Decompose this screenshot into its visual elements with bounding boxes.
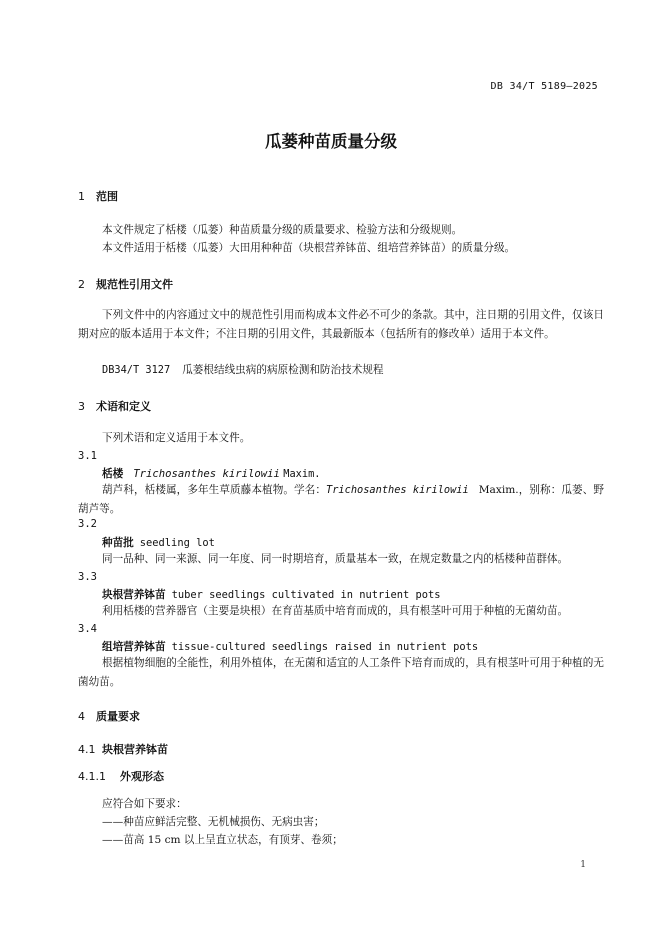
section-3-heading bbox=[78, 398, 151, 414]
paragraph: 下列文件中的内容通过文中的规范性引用而构成本文件必不可少的条款。其中，注日期的引用文件，仅该日期对应的版本适用于本文件；不注日期的引用文件，其最新版本（包括所有的修改单）适用于本文件。 bbox=[78, 309, 604, 340]
section-number: 4 bbox=[78, 710, 85, 723]
term-definition: 同一品种、同一来源、同一年度、同一时期培育，质量基本一致，在规定数量之内的栝楼种苗群体。 bbox=[102, 553, 569, 565]
reference-title: 瓜蒌根结线虫病的病原检测和防治技术规程 bbox=[182, 364, 384, 376]
term-latin-name: Trichosanthes kirilowii bbox=[133, 468, 280, 480]
term-author: Maxim. bbox=[283, 468, 321, 480]
term-english: tissue-cultured seedlings raised in nutrient pots bbox=[171, 641, 479, 653]
section-title: 质量要求 bbox=[96, 710, 140, 723]
page-number: 1 bbox=[580, 860, 586, 870]
page-title: 瓜蒌种苗质量分级 bbox=[265, 132, 397, 151]
term-english: seedling lot bbox=[139, 537, 215, 549]
term-definition bbox=[78, 481, 604, 519]
term-entry bbox=[102, 466, 320, 481]
term-name: 种苗批 bbox=[102, 537, 134, 549]
paragraph: 应符合如下要求： bbox=[102, 798, 187, 810]
term-definition: 根据植物细胞的全能性，利用外植体，在无菌和适宜的人工条件下培育而成的，具有根茎叶可用于种植的无菌幼苗。 bbox=[78, 657, 604, 688]
reference-code: DB34/T 3127 bbox=[102, 364, 171, 376]
paragraph: 下列术语和定义适用于本文件。 bbox=[102, 432, 251, 444]
section-1-heading bbox=[78, 188, 118, 204]
subsection-4-1-heading bbox=[78, 741, 168, 757]
section-2-heading bbox=[78, 276, 173, 292]
section-title: 块根营养钵苗 bbox=[102, 743, 168, 756]
paragraph: 本文件适用于栝楼（瓜蒌）大田用种种苗（块根营养钵苗、组培营养钵苗）的质量分级。 bbox=[102, 242, 516, 254]
definition-text: Maxim.，别称：瓜蒌、野葫芦等。 bbox=[78, 484, 604, 515]
term-entry bbox=[102, 587, 441, 602]
term-english: tuber seedlings cultivated in nutrient pots bbox=[171, 589, 441, 601]
section-title: 范围 bbox=[96, 190, 118, 203]
term-name: 栝楼 bbox=[102, 468, 124, 480]
term-name: 块根营养钵苗 bbox=[102, 589, 166, 601]
term-entry bbox=[102, 535, 215, 550]
term-entry bbox=[102, 639, 478, 654]
term-definition: 利用栝楼的营养器官（主要是块根）在育苗基质中培育而成的，具有根茎叶可用于种植的无菌幼苗。 bbox=[102, 605, 569, 617]
section-title: 规范性引用文件 bbox=[96, 278, 173, 291]
term-number: 3.3 bbox=[78, 571, 97, 583]
term-number: 3.4 bbox=[78, 623, 97, 635]
section-number: 1 bbox=[78, 190, 85, 203]
definition-latin: Trichosanthes kirilowii bbox=[326, 484, 469, 496]
term-number: 3.2 bbox=[78, 518, 97, 530]
section-number: 4.1.1 bbox=[78, 770, 106, 783]
term-name: 组培营养钵苗 bbox=[102, 641, 166, 653]
term-number: 3.1 bbox=[78, 450, 97, 462]
section-title: 术语和定义 bbox=[96, 400, 151, 413]
section-4-heading bbox=[78, 708, 140, 724]
subsection-4-1-1-heading bbox=[78, 768, 164, 784]
section-number: 4.1 bbox=[78, 743, 96, 756]
section-number: 3 bbox=[78, 400, 85, 413]
section-number: 2 bbox=[78, 278, 85, 291]
definition-text: 葫芦科，栝楼属，多年生草质藤本植物。学名： bbox=[102, 484, 327, 496]
paragraph: 本文件规定了栝楼（瓜蒌）种苗质量分级的质量要求、检验方法和分级规则。 bbox=[102, 224, 463, 236]
standard-code: DB 34/T 5189—2025 bbox=[490, 81, 598, 92]
section-title: 外观形态 bbox=[120, 770, 164, 783]
normative-reference bbox=[78, 361, 604, 380]
list-item: ——种苗应鲜活完整、无机械损伤、无病虫害； bbox=[102, 816, 325, 828]
list-item: ——苗高 15 cm 以上呈直立状态，有顶芽、卷须； bbox=[102, 834, 343, 846]
